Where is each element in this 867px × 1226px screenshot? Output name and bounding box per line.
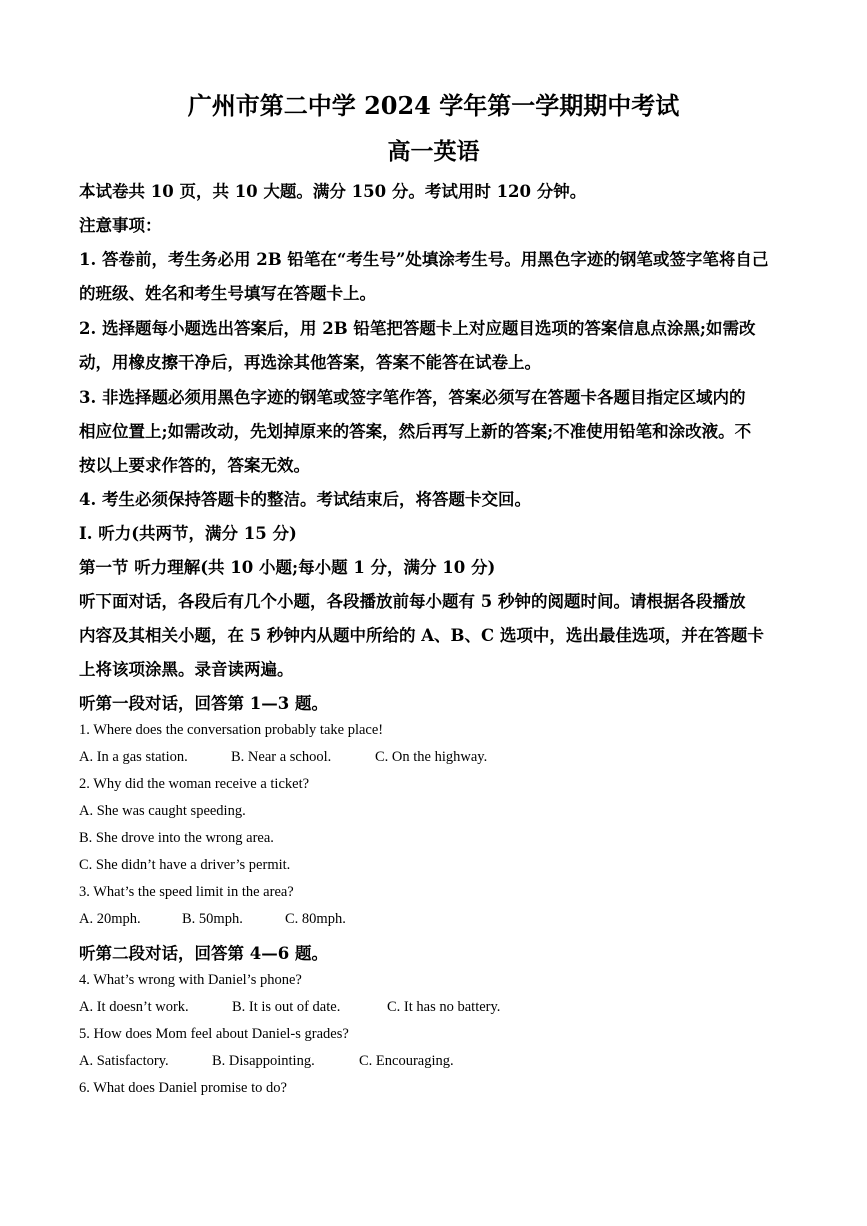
question-1-option-a: A. In a gas station. bbox=[79, 749, 188, 765]
notice-item-3-line-1: 3. 非选择题必须用黑色字迹的钢笔或签字笔作答，答案必须写在答题卡各题目指定区域内的 bbox=[79, 388, 746, 407]
question-2-option-c: C. She didn’t have a driver’s permit. bbox=[79, 857, 291, 873]
question-5: 5. How does Mom feel about Daniel-s grades? bbox=[79, 1026, 349, 1042]
exam-title: 广州市第二中学 2024 学年第一学期期中考试 bbox=[187, 91, 680, 120]
directions-line-3: 上将该项涂黑。录音读两遍。 bbox=[79, 660, 294, 679]
question-1: 1. Where does the conversation probably take place! bbox=[79, 722, 384, 738]
notice-item-2-line-2: 动，用橡皮擦干净后，再选涂其他答案，答案不能答在试卷上。 bbox=[79, 353, 541, 372]
dialogue-1-heading: 听第一段对话，回答第 1—3 题。 bbox=[79, 694, 328, 713]
question-4-option-a: A. It doesn’t work. bbox=[79, 999, 189, 1015]
notice-item-4: 4. 考生必须保持答题卡的整洁。考试结束后，将答题卡交回。 bbox=[79, 490, 531, 509]
notice-item-3-line-3: 按以上要求作答的，答案无效。 bbox=[79, 456, 310, 475]
question-6: 6. What does Daniel promise to do? bbox=[79, 1080, 287, 1096]
question-4-option-b: B. It is out of date. bbox=[232, 999, 341, 1015]
question-2: 2. Why did the woman receive a ticket? bbox=[79, 776, 310, 792]
question-5-option-c: C. Encouraging. bbox=[359, 1053, 454, 1069]
question-5-option-b: B. Disappointing. bbox=[212, 1053, 315, 1069]
question-5-option-a: A. Satisfactory. bbox=[79, 1053, 169, 1069]
dialogue-2-heading: 听第二段对话，回答第 4—6 题。 bbox=[79, 944, 328, 963]
exam-subject: 高一英语 bbox=[387, 138, 480, 165]
directions-line-1: 听下面对话，各段后有几个小题，各段播放前每小题有 5 秒钟的阅题时间。请根据各段播放 bbox=[79, 592, 746, 611]
notice-item-1-line-1: 1. 答卷前，考生务必用 2B 铅笔在“考生号”处填涂考生号。用黑色字迹的钢笔或签字笔将自己 bbox=[79, 250, 769, 269]
question-2-option-b: B. She drove into the wrong area. bbox=[79, 830, 274, 846]
question-1-option-c: C. On the highway. bbox=[375, 749, 488, 765]
directions-line-2: 内容及其相关小题，在 5 秒钟内从题中所给的 A、B、C 选项中，选出最佳选项，并在答题卡 bbox=[79, 626, 764, 645]
question-3-option-c: C. 80mph. bbox=[285, 911, 346, 927]
section-heading-1: 第一节 听力理解(共 10 小题;每小题 1 分，满分 10 分) bbox=[79, 558, 496, 577]
question-4: 4. What’s wrong with Daniel’s phone? bbox=[79, 972, 302, 988]
notice-item-1-line-2: 的班级、姓名和考生号填写在答题卡上。 bbox=[79, 284, 376, 303]
notice-item-2-line-1: 2. 选择题每小题选出答案后，用 2B 铅笔把答题卡上对应题目选项的答案信息点涂黑;如需改 bbox=[79, 319, 756, 338]
part-heading-listening: Ⅰ. 听力(共两节，满分 15 分) bbox=[79, 524, 297, 543]
question-1-option-b: B. Near a school. bbox=[231, 749, 332, 765]
question-3-option-b: B. 50mph. bbox=[182, 911, 243, 927]
exam-summary: 本试卷共 10 页，共 10 大题。满分 150 分。考试用时 120 分钟。 bbox=[79, 182, 587, 201]
question-3-option-a: A. 20mph. bbox=[79, 911, 141, 927]
question-4-option-c: C. It has no battery. bbox=[387, 999, 501, 1015]
question-3: 3. What’s the speed limit in the area? bbox=[79, 884, 294, 900]
question-2-option-a: A. She was caught speeding. bbox=[79, 803, 246, 819]
notice-heading: 注意事项： bbox=[79, 216, 162, 235]
notice-item-3-line-2: 相应位置上;如需改动，先划掉原来的答案，然后再写上新的答案;不准使用铅笔和涂改液。不 bbox=[79, 422, 752, 441]
